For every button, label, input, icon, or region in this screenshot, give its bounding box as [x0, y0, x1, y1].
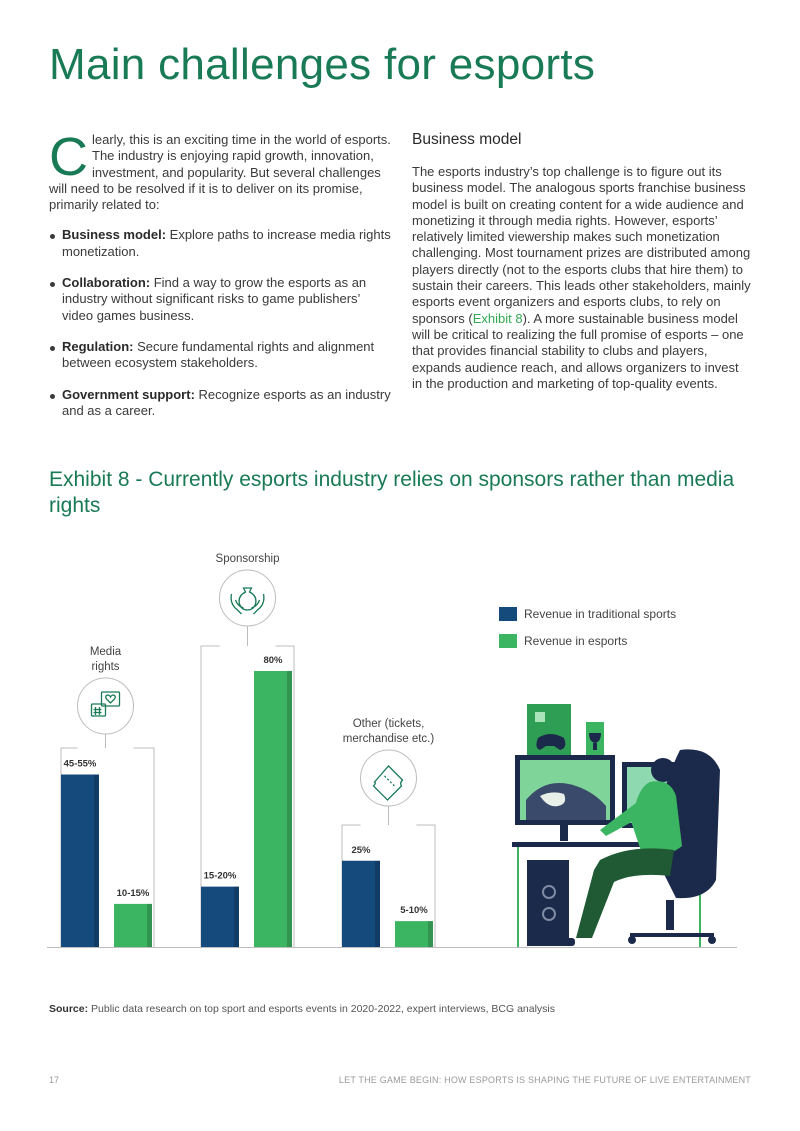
icon-circle: [220, 570, 276, 626]
bar-shade: [147, 904, 152, 947]
bar: [114, 904, 152, 947]
data-label: 10-15%: [116, 887, 150, 899]
drop-cap: C: [49, 127, 88, 187]
bar: [395, 921, 433, 947]
legend-label: Revenue in traditional sports: [524, 607, 677, 621]
page-title: Main challenges for esports: [49, 40, 596, 89]
data-label: 80%: [263, 655, 283, 666]
list-item-text: Find a way to grow the esports as an industry without significant risks to game publishers’ video games business.: [62, 275, 367, 323]
bar: [61, 775, 99, 948]
bar-shade: [287, 671, 292, 947]
source-label: Source:: [49, 1003, 89, 1015]
intro-text: learly, this is an exciting time in the world of esports. The industry is enjoying rapid growth, innovation, investment, and popularity. But several challenges will need to be resolved if it is to deliver on its promise, primarily related to:: [49, 132, 391, 213]
category-label: Other (tickets,: [352, 718, 425, 730]
list-item-term: Regulation:: [62, 338, 134, 354]
bar-shade: [94, 775, 99, 948]
list-item-term: Government support:: [62, 386, 195, 402]
list-item-text: Explore paths to increase media rights monetization.: [62, 227, 391, 259]
page-number: 17: [49, 1075, 60, 1085]
exhibit-link[interactable]: Exhibit 8: [472, 310, 523, 326]
bar-shade: [428, 921, 433, 947]
category-label: merchandise etc.): [342, 733, 435, 745]
bar: [201, 887, 239, 947]
gamer-illustration: [512, 704, 720, 947]
source-note: [49, 1003, 555, 1015]
legend-swatch: [499, 607, 517, 621]
category-label: Media: [89, 646, 122, 658]
list-item-text: Secure fundamental rights and alignment between ecosystem stakeholders.: [62, 338, 375, 371]
icon-circle: [361, 750, 417, 806]
category-label: rights: [91, 661, 120, 673]
footer-title: LET THE GAME BEGIN: HOW ESPORTS IS SHAPING THE FUTURE OF LIVE ENTERTAINMENT: [338, 1075, 751, 1085]
list-item-term: Business model:: [62, 227, 167, 243]
legend-swatch: [499, 634, 517, 648]
category-label: Sponsorship: [215, 553, 280, 565]
legend-label: Revenue in esports: [524, 634, 628, 648]
data-label: 15-20%: [203, 870, 237, 882]
bar: [342, 861, 380, 947]
exhibit-title: Exhibit 8 - Currently esports industry relies on sponsors rather than media rights: [49, 468, 735, 517]
list-item-text: Recognize esports as an industry and as a career.: [62, 386, 391, 418]
bar-shade: [375, 861, 380, 947]
section-heading: Business model: [412, 131, 522, 148]
bar: [254, 671, 292, 947]
list-item-term: Collaboration:: [62, 275, 151, 291]
body-text: The esports industry’s top challenge is to figure out its business model. The analogous sports franchise business model is built on creating content for a wide audience and monetizing it through media rights. However, esports’ relatively limited viewership makes such monetization challenging. Most tournament prizes are distributed among players directly (not to the esports clubs that hire them) to sustain their careers. This leads other stakeholders, mainly esports event organizers and esports clubs, to rely on sponsors (: [412, 164, 751, 326]
body-text: ). A more sustainable business model will be critical to realizing the full promise of esports – one that provides financial stability to clubs and players, expands audience reach, and allows organizers to invest in the production and marketing of top-quality events.: [412, 310, 744, 391]
source-text: Public data research on top sport and esports events in 2020-2022, expert interviews, BCG analysis: [88, 1003, 556, 1015]
data-label: 25%: [351, 844, 371, 856]
data-label: 45-55%: [63, 758, 97, 770]
data-label: 5-10%: [400, 905, 428, 917]
bar-shade: [234, 887, 239, 947]
